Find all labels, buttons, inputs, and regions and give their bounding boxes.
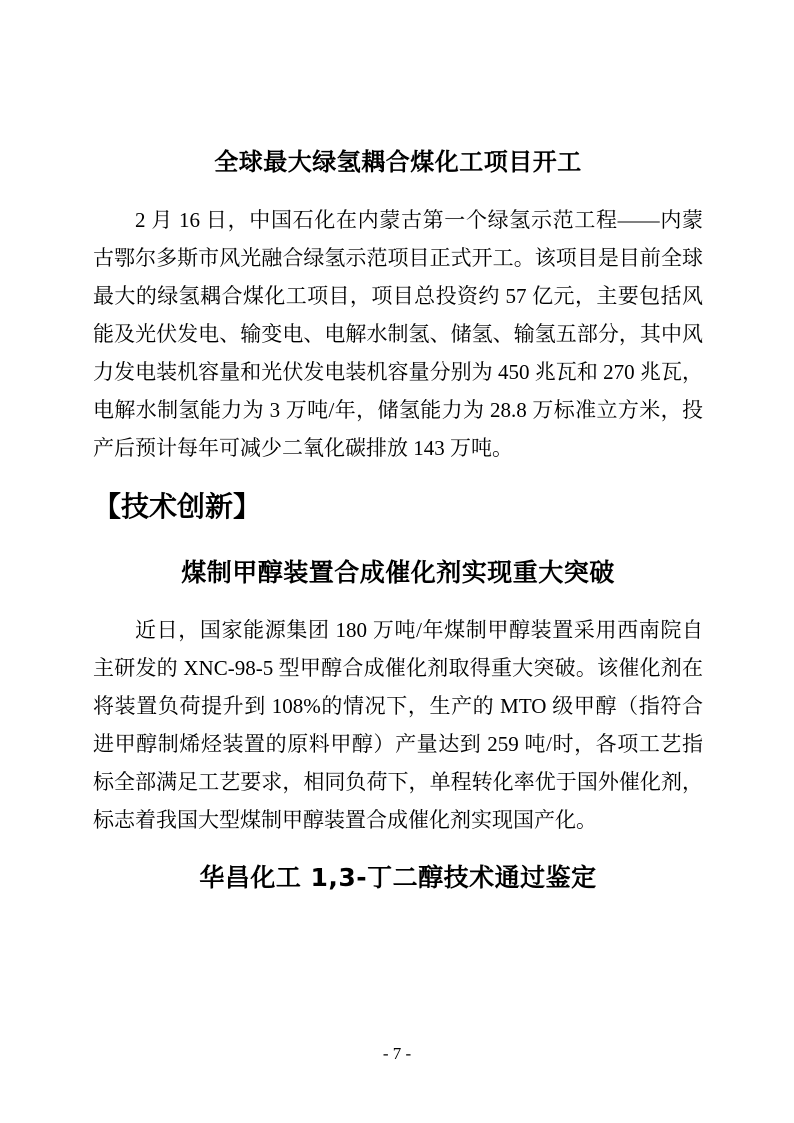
article2-title	[93, 557, 703, 589]
article2-body-text: 近日，国家能源集团 180 万吨/年煤制甲醇装置采用西南院自主研发的 XNC-98-5 型甲醇合成催化剂取得重大突破。该催化剂在将装置负荷提升到 108%的情况下，生产的 MTO 级甲醇（指符合进甲醇制烯烃装置的原料甲醇）产量达到 259 吨/时，各项工艺指标全部满足工艺要求，相同负荷下，单程转化率优于国外催化剂，标志着我国大型煤制甲醇装置合成催化剂实现国产化。	[93, 618, 703, 832]
section-header-text: 【技术创新】	[93, 490, 262, 523]
article3-title-text: 华昌化工 1,3-丁二醇技术通过鉴定	[199, 863, 597, 892]
article1-body	[93, 201, 703, 467]
article1-body-text: 2 月 16 日，中国石化在内蒙古第一个绿氢示范工程——内蒙古鄂尔多斯市风光融合绿氢示范项目正式开工。该项目是目前全球最大的绿氢耦合煤化工项目，项目总投资约 57 亿元，主要包括风能及光伏发电、输变电、电解水制氢、储氢、输氢五部分，其中风力发电装机容量和光伏发电装机容量分别为 450 兆瓦和 270 兆瓦，电解水制氢能力为 3 万吨/年，储氢能力为 28.8 万标准立方米，投产后预计每年可减少二氧化碳排放 143 万吨。	[93, 208, 703, 460]
article1-title-text: 全球最大绿氢耦合煤化工项目开工	[214, 148, 582, 176]
article3-title	[93, 862, 703, 894]
page-number: - 7 -	[382, 1044, 412, 1063]
article2-title-text: 煤制甲醇装置合成催化剂实现重大突破	[181, 558, 615, 587]
article2-body	[93, 611, 703, 839]
article1-title	[93, 146, 703, 178]
section-header-block	[93, 490, 703, 524]
